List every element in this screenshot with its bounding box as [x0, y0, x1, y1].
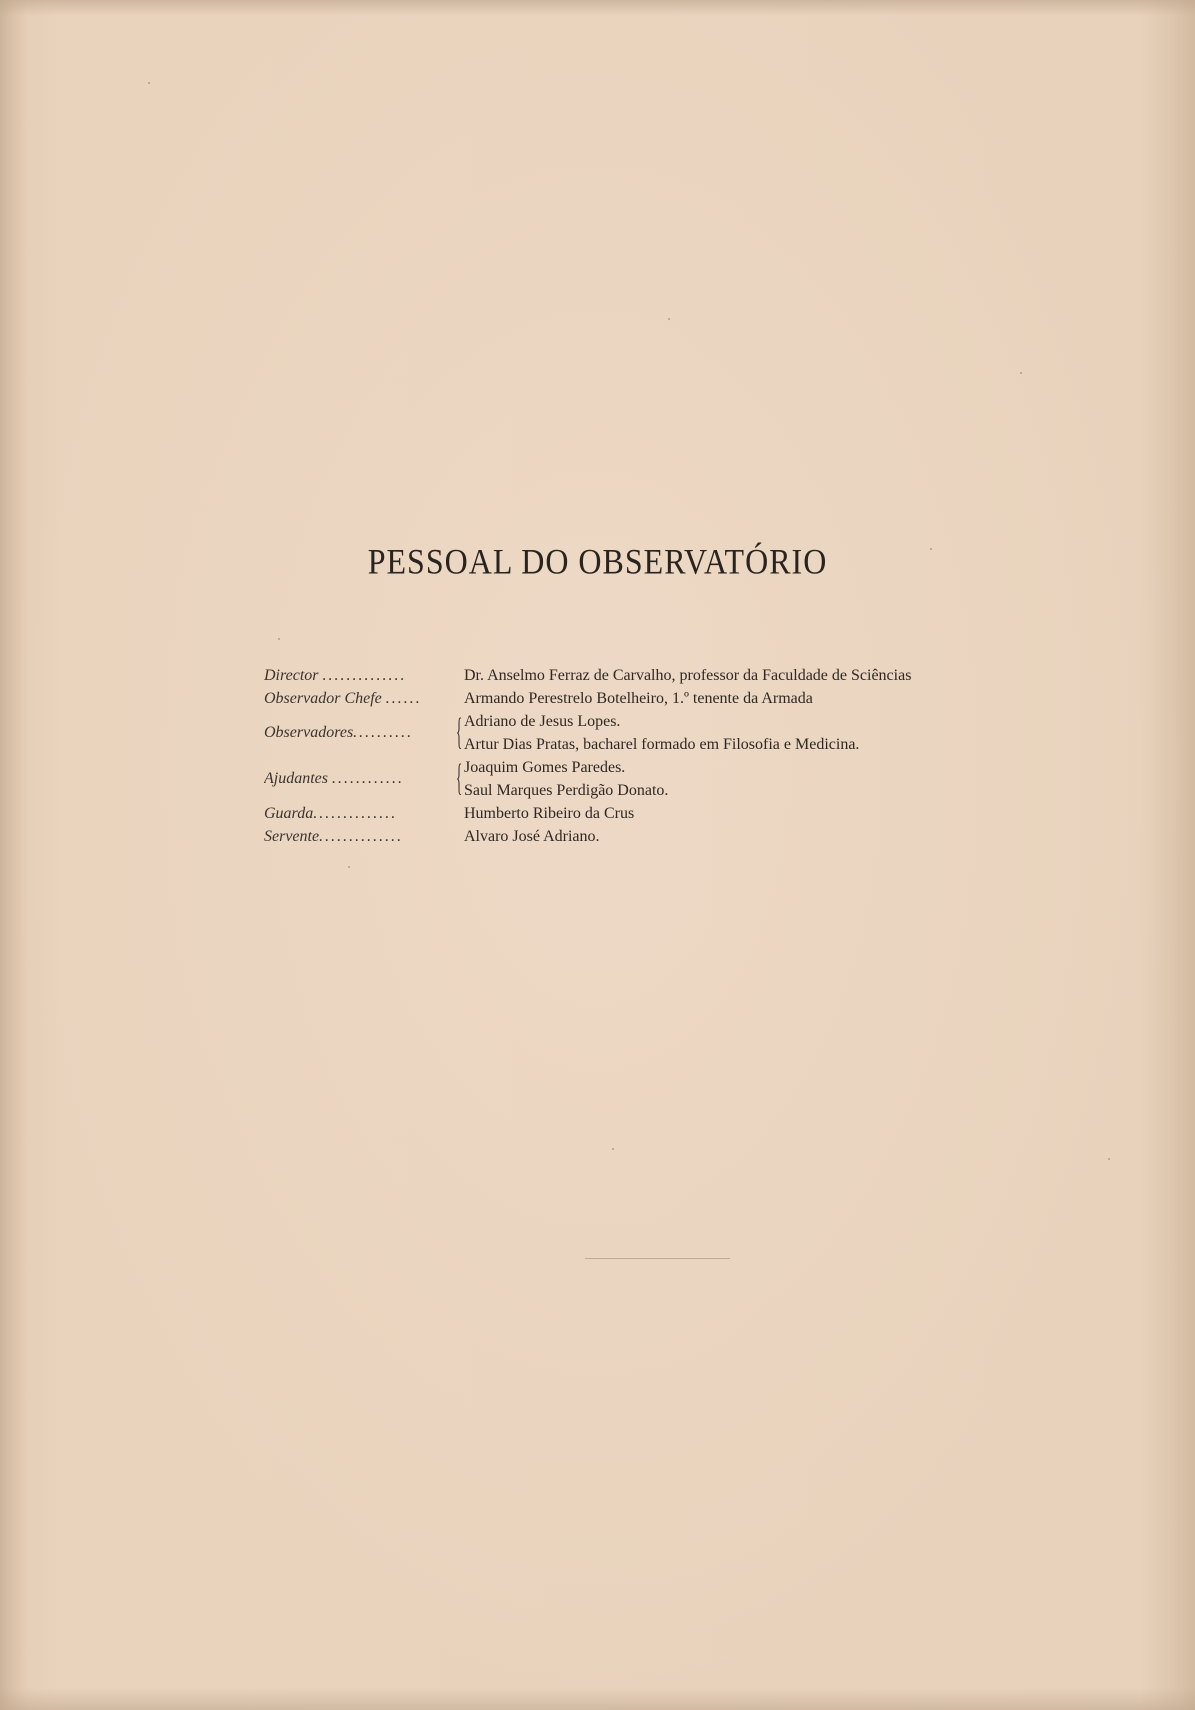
paper-speck [1020, 372, 1022, 374]
leader-dots: ...... [385, 690, 422, 707]
staff-group-ajudantes [264, 756, 1004, 802]
faint-divider-line [585, 1258, 730, 1259]
staff-name: Dr. Anselmo Ferraz de Carvalho, professor da Faculdade de Sciências [464, 667, 912, 684]
leader-dots: .......... [353, 724, 414, 741]
role-label: Servente [264, 828, 320, 845]
leader-dots: .............. [322, 667, 407, 684]
staff-row-guarda [264, 802, 1004, 825]
paper-speck [930, 548, 932, 550]
paper-speck [612, 1148, 614, 1150]
role-label: Director [264, 667, 319, 684]
staff-name: Joaquim Gomes Paredes. [464, 759, 626, 776]
leader-dots: ............ [332, 770, 404, 787]
page-top-edge [0, 0, 1195, 16]
paper-speck [278, 638, 280, 640]
staff-row-servente [264, 825, 1004, 848]
staff-name: Saul Marques Perdigão Donato. [464, 782, 669, 799]
brace-symbol: { [455, 711, 463, 753]
role-label: Observadores [264, 724, 354, 741]
page-title: PESSOAL DO OBSERVATÓRIO [367, 540, 828, 582]
paper-speck [1108, 1158, 1110, 1160]
leader-dots: .............. [319, 828, 404, 845]
staff-name: Alvaro José Adriano. [464, 828, 600, 845]
paper-speck [148, 82, 150, 84]
role-label: Guarda [264, 805, 314, 822]
brace-symbol: { [455, 757, 463, 799]
leader-dots: .............. [313, 805, 398, 822]
role-label: Ajudantes [264, 770, 328, 787]
staff-row-director [264, 664, 1004, 687]
staff-row-observador-chefe [264, 687, 1004, 710]
staff-name: Artur Dias Pratas, bacharel formado em Filosofia e Medicina. [464, 736, 860, 753]
role-label: Observador Chefe [264, 690, 382, 707]
paper-speck [348, 866, 350, 868]
page-bottom-edge [0, 1688, 1195, 1710]
staff-name: Adriano de Jesus Lopes. [464, 713, 621, 730]
staff-group-observadores [264, 710, 1004, 756]
paper-speck [668, 318, 670, 320]
staff-list [264, 664, 1004, 848]
staff-name: Armando Perestrelo Botelheiro, 1.º tenente da Armada [464, 690, 813, 707]
staff-name: Humberto Ribeiro da Crus [464, 805, 635, 822]
